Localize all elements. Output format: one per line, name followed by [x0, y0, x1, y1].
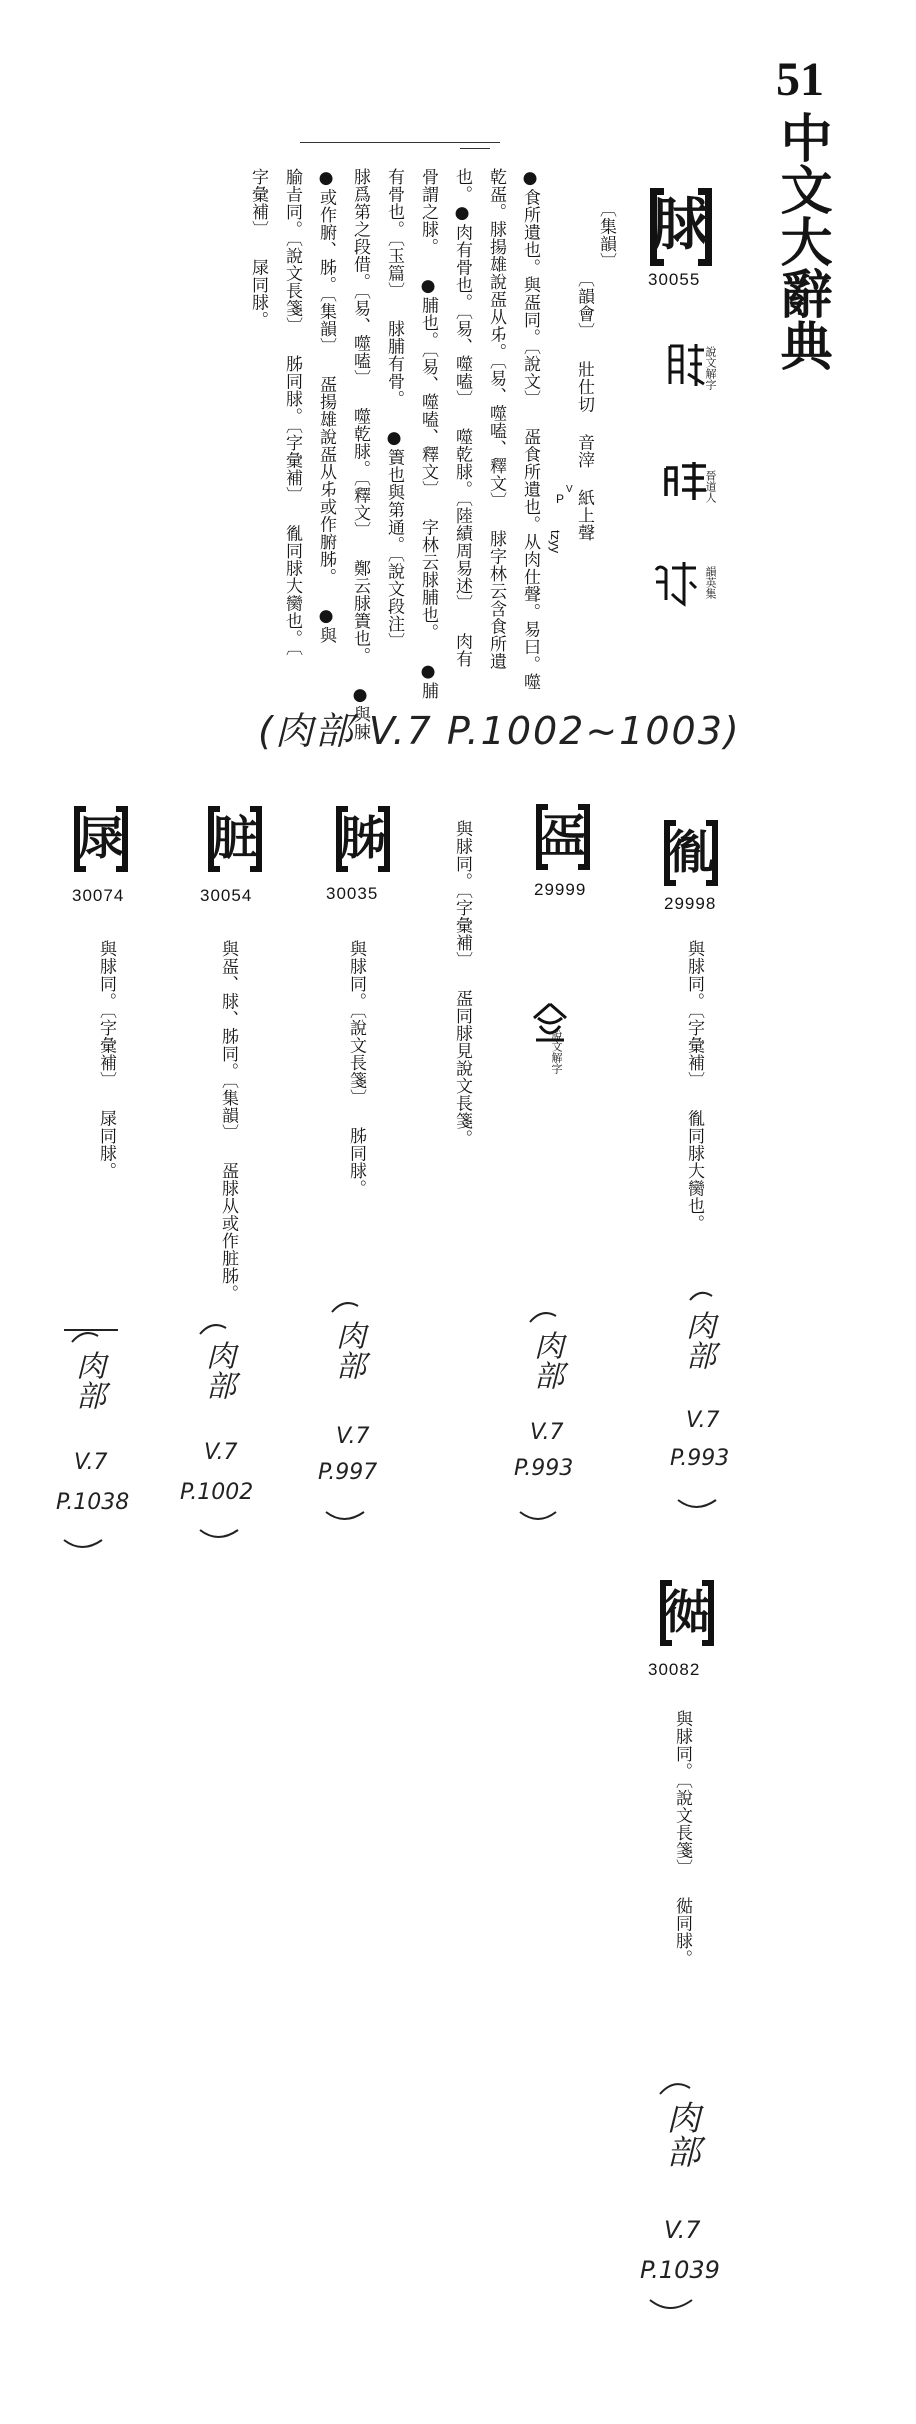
entry-number: 29999	[534, 880, 587, 899]
definition-line: 乾㿿。脙揚雄說㿿从𠂔。〔易、噬嗑、釋文〕 脙字林云含食所遺	[486, 168, 506, 670]
seal-script-glyph	[662, 460, 710, 506]
divider-line	[460, 148, 490, 149]
entry-headword: 㣨	[660, 1580, 714, 1646]
phonetic-line: 〔韻會〕 壯仕切 音滓 紙上聲	[574, 270, 594, 542]
page-number: 51	[776, 53, 824, 106]
entry-number: 30082	[648, 1660, 701, 1679]
page-header	[760, 55, 840, 371]
handwritten-page: P.993	[670, 1446, 730, 1471]
phonetic-mark: P	[556, 492, 565, 506]
definition-line: 脙爲第之段借。〔易、噬嗑〕 噬乾脙。〔釋文〕 鄭云脙簀也。 ●與脨	[350, 168, 370, 741]
definition-line: 也。●肉有骨也。〔易、噬嗑〕 噬乾脙。〔陸績周易述〕 肉有	[452, 168, 472, 668]
entry-definition: 與脙同。〔字彙補〕 㞗同脙。	[96, 940, 116, 1180]
entry-headword: 胏	[336, 806, 390, 872]
handwritten-volume: V.7	[74, 1450, 108, 1475]
definition-line: 有骨也。〔玉篇〕 脙脯有骨。 ●簀也與第通。〔說文段注〕	[384, 168, 404, 650]
main-entry-headword: 脙	[650, 188, 712, 266]
seal-label: 晉道人	[704, 470, 717, 503]
entry-number: 29998	[664, 894, 717, 913]
handwritten-reference: 肉部	[70, 1350, 105, 1410]
entry-definition: 與脙同。〔說文長箋〕 㣨同脙。	[672, 1710, 692, 1967]
entry-headword: 脏	[208, 806, 262, 872]
entry-number: 30074	[72, 886, 125, 905]
handwritten-volume: V.7	[204, 1440, 238, 1465]
definition-line: 字彙補〕 㞗同脙。	[248, 168, 268, 329]
handwritten-reference: 肉部	[528, 1330, 563, 1390]
phonetic-mark: V	[566, 484, 573, 495]
handwritten-reference: 肉部	[660, 2100, 700, 2168]
phonetic-line: 〔集韻〕	[596, 200, 616, 270]
definition-line: 腧㫖同。〔說文長箋〕 胏同脙。〔字彙補〕 㣧同脙大臠也。〔	[282, 168, 302, 656]
handwritten-volume: V.7	[336, 1424, 370, 1449]
main-entry-number: 30055	[648, 270, 701, 289]
definition-line: ●或作腑、胏。〔集韻〕 㿿揚雄說㿿从𠂔或作腑胏。 ●與	[316, 168, 336, 644]
seal-label: 韻英集	[704, 566, 717, 599]
definition-line: ●食所遺也。與㿿同。〔說文〕 㿿食所遺也。从肉仕聲。易曰。噬	[520, 168, 540, 691]
handwritten-reference: (肉部 V.7 P.1002~1003)	[258, 709, 741, 753]
entry-headword: 㣧	[664, 820, 718, 886]
seal-label: 說文解字	[550, 1030, 563, 1074]
entry-headword: 㿿	[536, 804, 590, 870]
entry-definition: 與脙同。〔字彙補〕 㣧同脙大臠也。	[684, 940, 704, 1232]
handwritten-reference: 肉部	[200, 1340, 235, 1400]
entry-number: 30054	[200, 886, 253, 905]
definition-line: 骨謂之脙。 ●脯也。〔易、噬嗑、釋文〕 字林云脙脯也。 ●脯	[418, 168, 438, 700]
handwritten-reference: 肉部	[330, 1320, 365, 1380]
handwritten-volume: V.7	[530, 1420, 564, 1445]
handwritten-volume: V.7	[664, 2216, 701, 2244]
handwritten-page: P.1039	[640, 2256, 720, 2284]
book-title: 中文大辭典	[771, 111, 832, 371]
seal-script-glyph	[650, 560, 700, 612]
handwritten-page: P.1038	[56, 1490, 130, 1515]
entry-number: 30035	[326, 884, 379, 903]
handwritten-volume: V.7	[686, 1408, 720, 1433]
entry-definition: 與㿿、脙、胏同。〔集韻〕 㿿脙从或作脏胏。	[218, 940, 238, 1302]
handwritten-reference: 肉部	[680, 1310, 715, 1370]
entry-definition: 與脙同。〔說文長箋〕 胏同脙。	[346, 940, 366, 1197]
seal-script-glyph	[664, 340, 708, 394]
entry-headword: 㞗	[74, 806, 128, 872]
handwritten-page: P.1002	[180, 1480, 254, 1505]
phonetic-romanization: tzyy	[548, 530, 563, 554]
seal-label: 說文解字	[704, 346, 717, 390]
entry-definition: 與脙同。〔字彙補〕 㿿同脙見說文長箋。	[452, 820, 472, 1147]
handwritten-page: P.993	[514, 1456, 574, 1481]
divider-line	[300, 142, 500, 143]
handwritten-page: P.997	[318, 1460, 378, 1485]
